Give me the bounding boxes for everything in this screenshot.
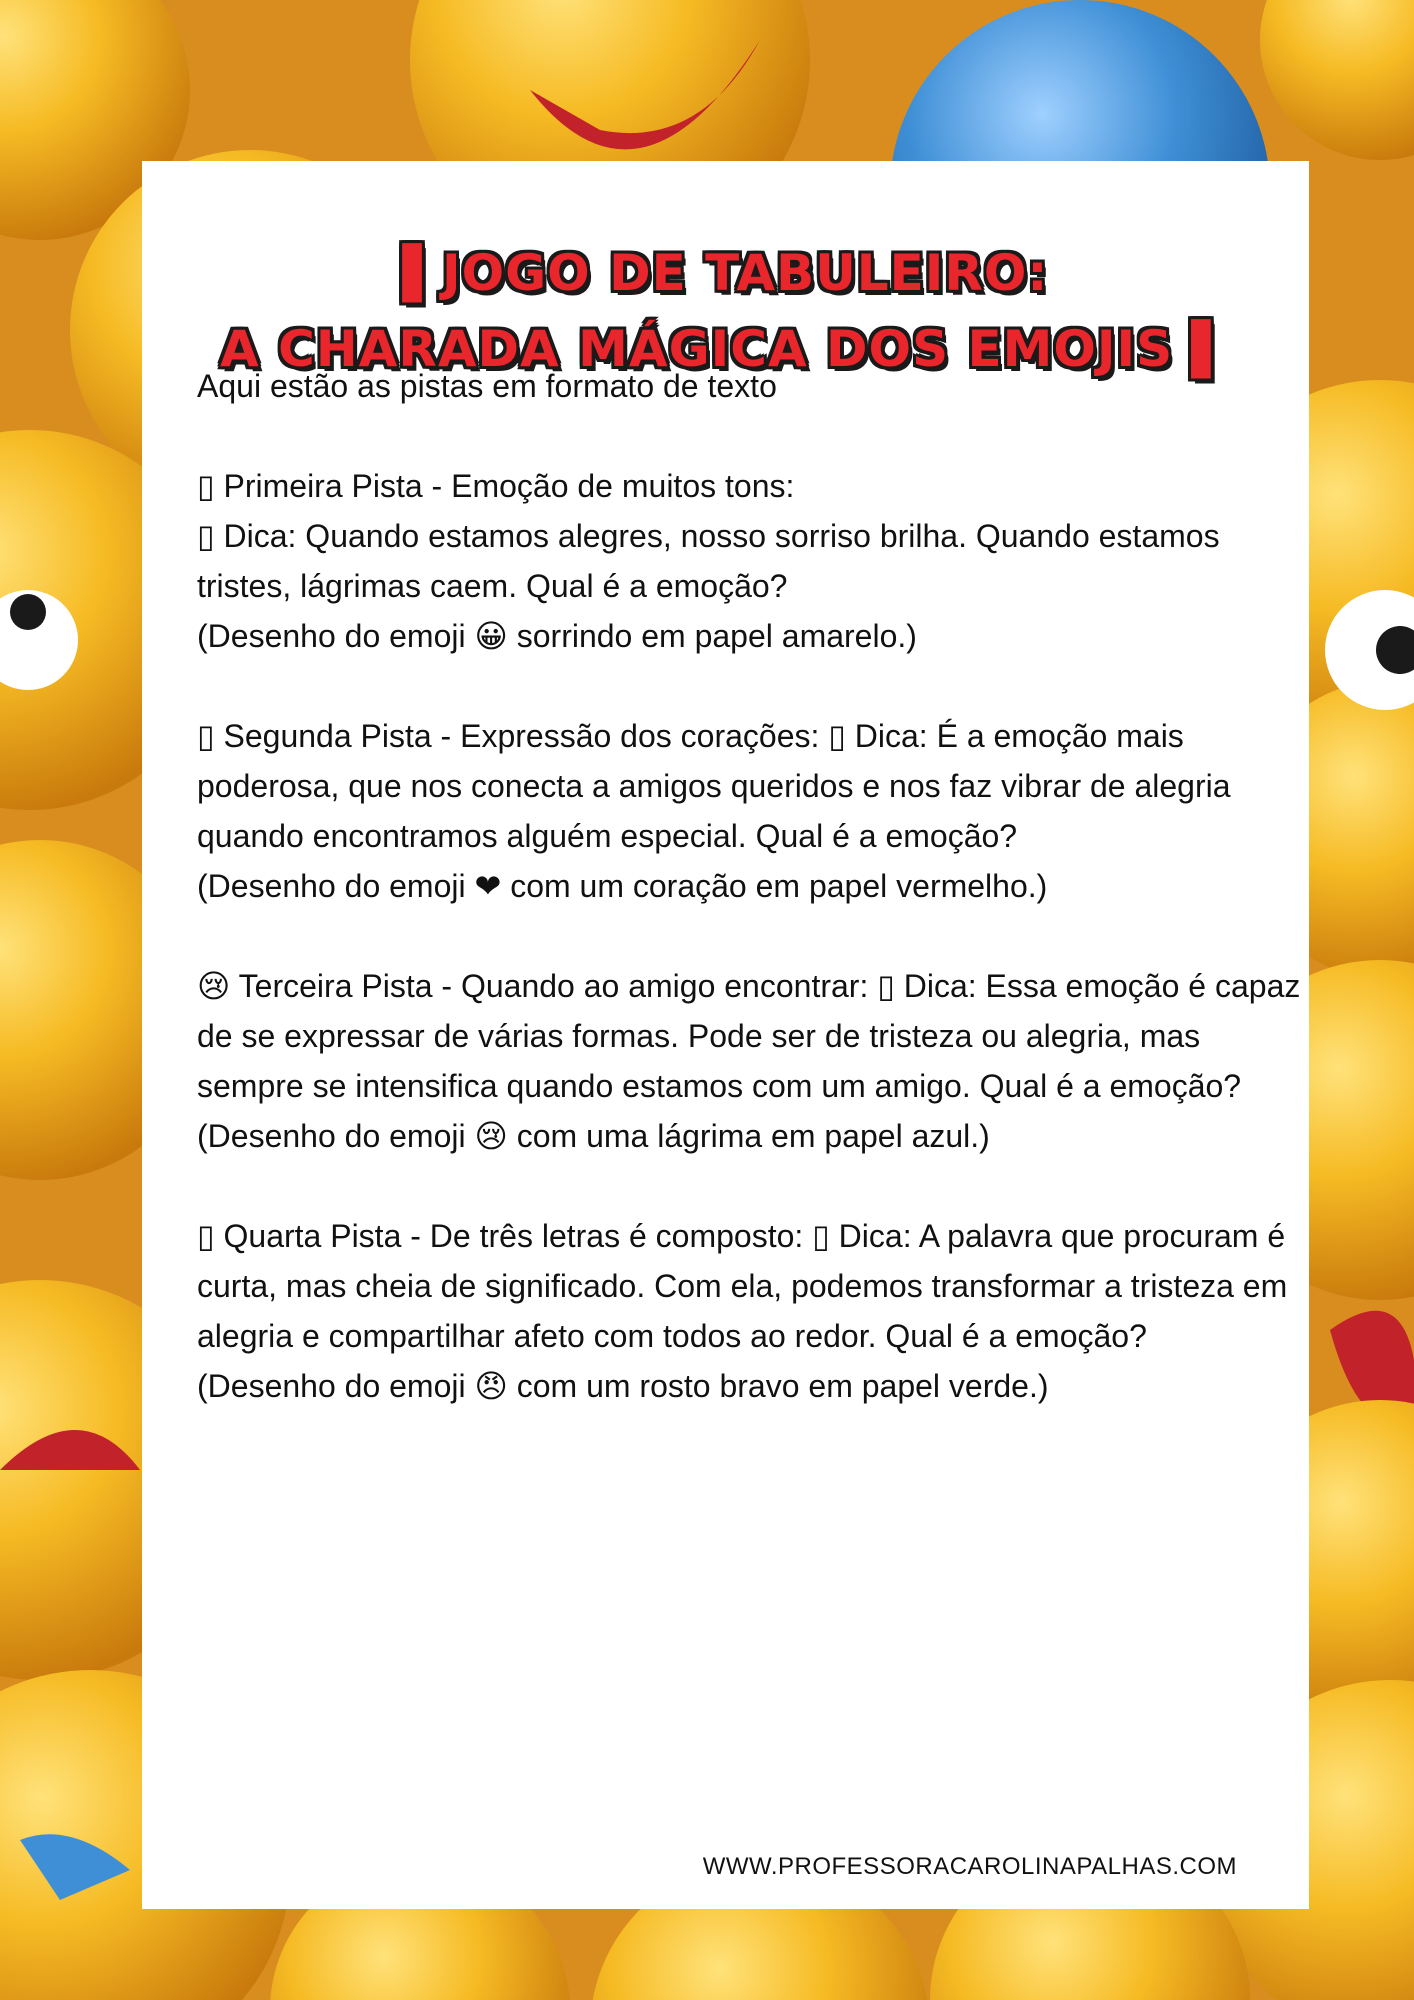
clue-4 [197, 1211, 1309, 1411]
clue-drawing: (Desenho do emoji 😠 com um rosto bravo em papel verde.) [197, 1368, 1049, 1404]
intro-text: Aqui estão as pistas em formato de texto [197, 368, 777, 404]
clue-heading: 😢 Terceira Pista - Quando ao amigo encontrar: ▯ Dica: Essa emoção é capaz de se expressar de várias formas. Pode ser de tristeza ou alegria, mas sempre se intensifica quando estamos com um amigo. Qual é a emoção? [197, 968, 1301, 1104]
clue-2 [197, 711, 1309, 911]
clue-3 [197, 961, 1309, 1161]
clue-heading: ▯ Primeira Pista - Emoção de muitos tons: [197, 468, 795, 504]
website-url: WWW.PROFESSORACAROLINAPALHAS.COM [702, 1853, 1237, 1880]
clues-content [197, 361, 1309, 1461]
title-line-1: ▌JOGO DE TABULEIRO: [402, 243, 1049, 302]
clue-card [142, 161, 1309, 1909]
clue-1 [197, 461, 1309, 661]
clue-drawing: (Desenho do emoji 😢 com uma lágrima em papel azul.) [197, 1118, 990, 1154]
clue-drawing: (Desenho do emoji 😀 sorrindo em papel amarelo.) [197, 618, 917, 654]
clue-drawing: (Desenho do emoji ❤ com um coração em papel vermelho.) [197, 868, 1048, 904]
clue-text: ▯ Dica: Quando estamos alegres, nosso sorriso brilha. Quando estamos tristes, lágrimas caem. Qual é a emoção? [197, 518, 1220, 604]
title-line-2: A CHARADA MÁGICA DOS EMOJIS ▌ [220, 319, 1231, 378]
clue-heading: ▯ Segunda Pista - Expressão dos corações: ▯ Dica: É a emoção mais poderosa, que nos conecta a amigos queridos e nos faz vibrar de alegria quando encontramos alguém especial. Qual é a emoção? [197, 718, 1231, 854]
clue-heading: ▯ Quarta Pista - De três letras é composto: ▯ Dica: A palavra que procuram é curta, mas cheia de significado. Com ela, podemos transformar a tristeza em alegria e compartilhar afeto com todos ao redor. Qual é a emoção? [197, 1218, 1288, 1354]
